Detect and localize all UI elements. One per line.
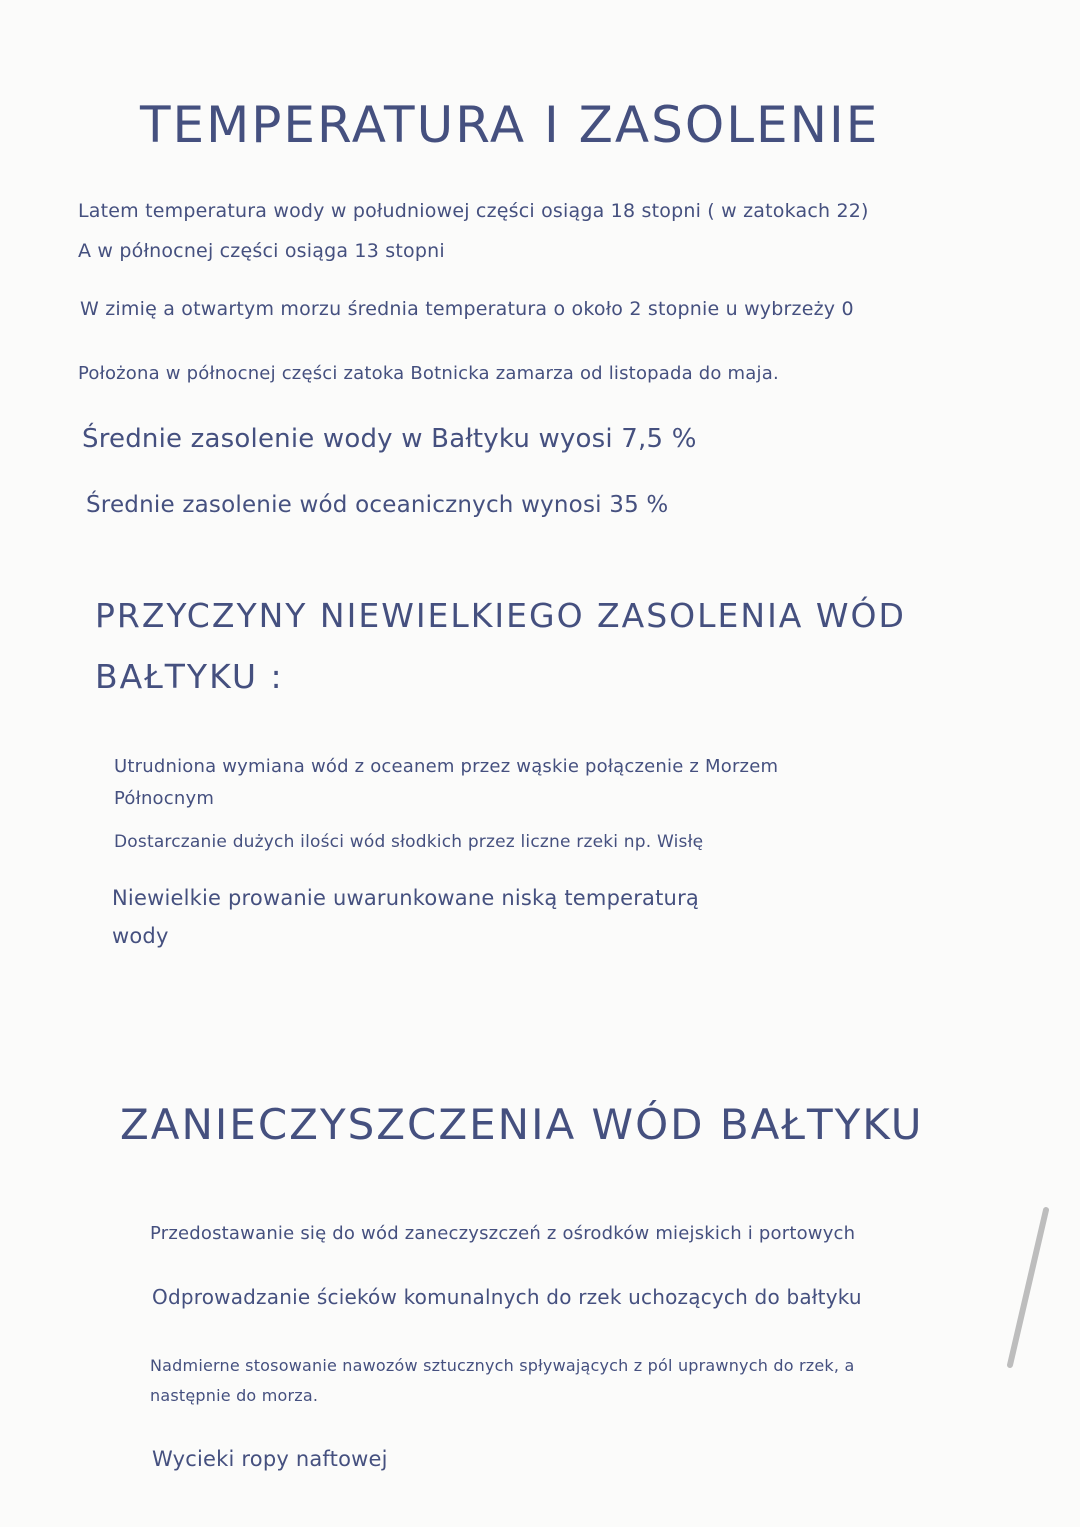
cause-item-2: Dostarczanie dużych ilości wód słodkich przez liczne rzeki np. Wisłę [114, 832, 704, 852]
pollution-item-1: Przedostawanie się do wód zaneczyszczeń z ośrodków miejskich i portowych [150, 1223, 856, 1244]
temperature-line-2: A w północnej części osiąga 13 stopni [78, 240, 445, 262]
cause-item-1-line-1: Utrudniona wymiana wód z oceanem przez wąskie połączenie z Morzem [114, 756, 779, 777]
pencil-stroke-decoration [998, 1205, 1058, 1375]
pollution-item-4: Wycieki ropy naftowej [152, 1447, 388, 1471]
cause-item-3-line-1: Niewielkie prowanie uwarunkowane niską temperaturą [112, 886, 699, 910]
causes-title-line-2: BAŁTYKU : [95, 657, 284, 696]
temperature-title: TEMPERATURA I ZASOLENIE [140, 96, 880, 154]
cause-item-3-line-2: wody [112, 924, 169, 948]
salinity-ocean: Średnie zasolenie wód oceanicznych wynosi 35 % [86, 492, 669, 518]
pollution-title: ZANIECZYSZCZENIA WÓD BAŁTYKU [120, 1100, 924, 1149]
temperature-line-3: W zimię a otwartym morzu średnia temperatura o około 2 stopnie u wybrzeży 0 [80, 298, 854, 320]
causes-title-line-1: PRZYCZYNY NIEWIELKIEGO ZASOLENIA WÓD [95, 596, 906, 635]
salinity-baltic: Średnie zasolenie wody w Bałtyku wyosi 7,5 % [82, 424, 697, 454]
cause-item-1-line-2: Północnym [114, 788, 215, 809]
pollution-item-2: Odprowadzanie ścieków komunalnych do rzek uchozących do bałtyku [152, 1285, 862, 1309]
pollution-item-3-line-2: następnie do morza. [150, 1386, 319, 1405]
temperature-line-1: Latem temperatura wody w południowej części osiąga 18 stopni ( w zatokach 22) [78, 200, 869, 222]
temperature-line-4: Położona w północnej części zatoka Botnicka zamarza od listopada do maja. [78, 363, 779, 384]
pollution-item-3-line-1: Nadmierne stosowanie nawozów sztucznych spływających z pól uprawnych do rzek, a [150, 1356, 855, 1375]
